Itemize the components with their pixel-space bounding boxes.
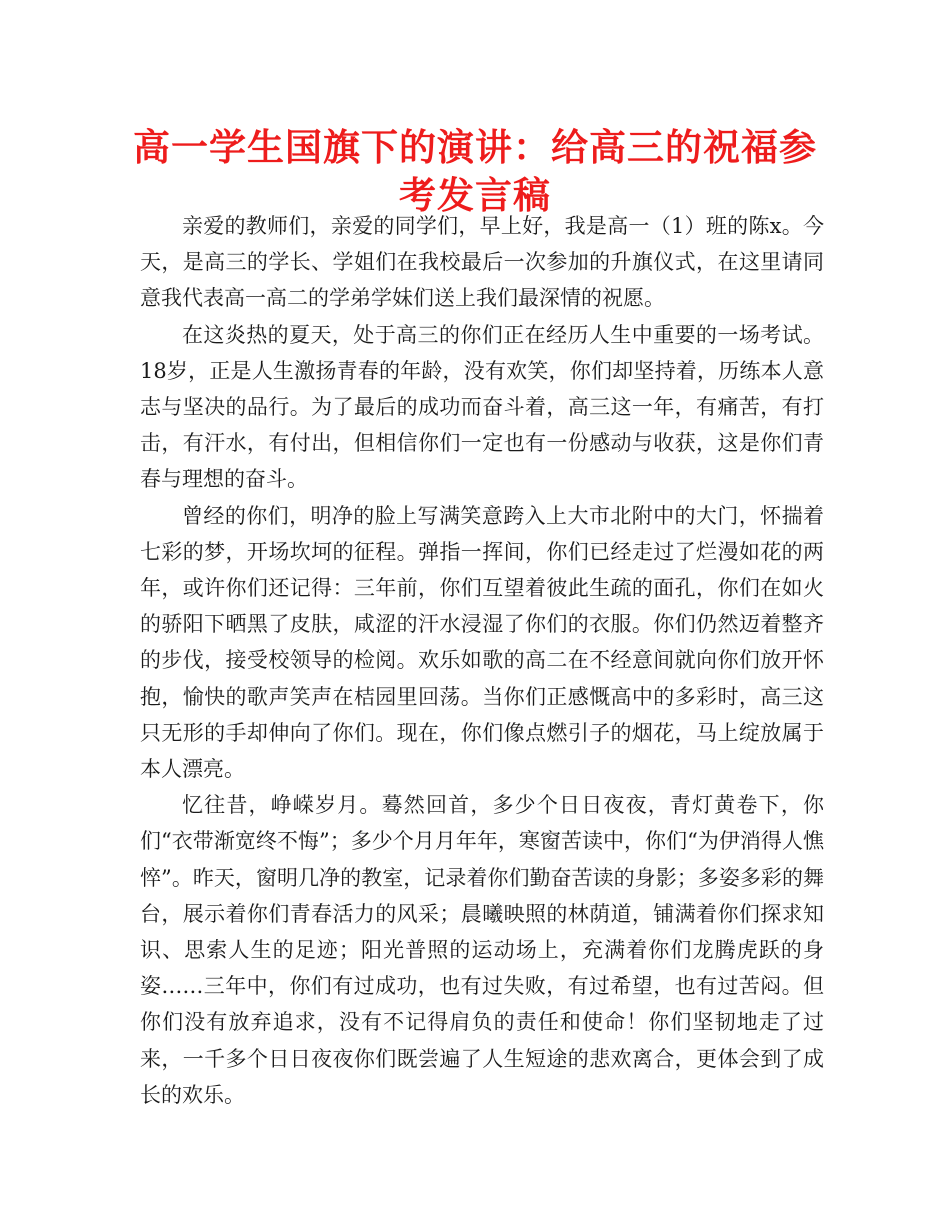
- paragraph-4: 忆往昔，峥嵘岁月。蓦然回首，多少个日日夜夜，青灯黄卷下，你们“衣带渐宽终不悔”；多少个月月年年，寒窗苦读中，你们“为伊消得人憔悴”。昨天，窗明几净的教室，记录着你们勤奋苦读的身影；多姿多彩的舞台，展示着你们青春活力的风采；晨曦映照的林荫道，铺满着你们探求知识、思索人生的足迹；阳光普照的运动场上，充满着你们龙腾虎跃的身姿……三年中，你们有过成功，也有过失败，有过希望，也有过苦闷。但你们没有放弃追求，没有不记得肩负的责任和使命！你们坚韧地走了过来，一千多个日日夜夜你们既尝遍了人生短途的悲欢离合，更体会到了成长的欢乐。: [140, 793, 824, 1107]
- paragraph-2: 在这炎热的夏天，处于高三的你们正在经历人生中重要的一场考试。18岁，正是人生激扬青春的年龄，没有欢笑，你们却坚持着，历练本人意志与坚决的品行。为了最后的成功而奋斗着，高三这一年，有痛苦，有打击，有汗水，有付出，但相信你们一定也有一份感动与收获，这是你们青春与理想的奋斗。: [140, 322, 824, 492]
- document-title: 高一学生国旗下的演讲：给高三的祝福参考发言稿: [133, 126, 817, 217]
- paragraph-1: 亲爱的教师们，亲爱的同学们，早上好，我是高一（1）班的陈x。今天，是高三的学长、学姐们在我校最后一次参加的升旗仪式，在这里请同意我代表高一高二的学弟学妹们送上我们最深情的祝愿。: [140, 214, 824, 311]
- paragraph-3: 曾经的你们，明净的脸上写满笑意跨入上大市北附中的大门，怀揣着七彩的梦，开场坎坷的征程。弹指一挥间，你们已经走过了烂漫如花的两年，或许你们还记得：三年前，你们互望着彼此生疏的面孔，你们在如火的骄阳下晒黑了皮肤，咸涩的汗水浸湿了你们的衣服。你们仍然迈着整齐的步伐，接受校领导的检阅。欢乐如歌的高二在不经意间就向你们放开怀抱，愉快的歌声笑声在桔园里回荡。当你们正感慨高中的多彩时，高三这只无形的手却伸向了你们。现在，你们像点燃引子的烟花，马上绽放属于本人漂亮。: [140, 503, 824, 782]
- document-body: [140, 208, 824, 1113]
